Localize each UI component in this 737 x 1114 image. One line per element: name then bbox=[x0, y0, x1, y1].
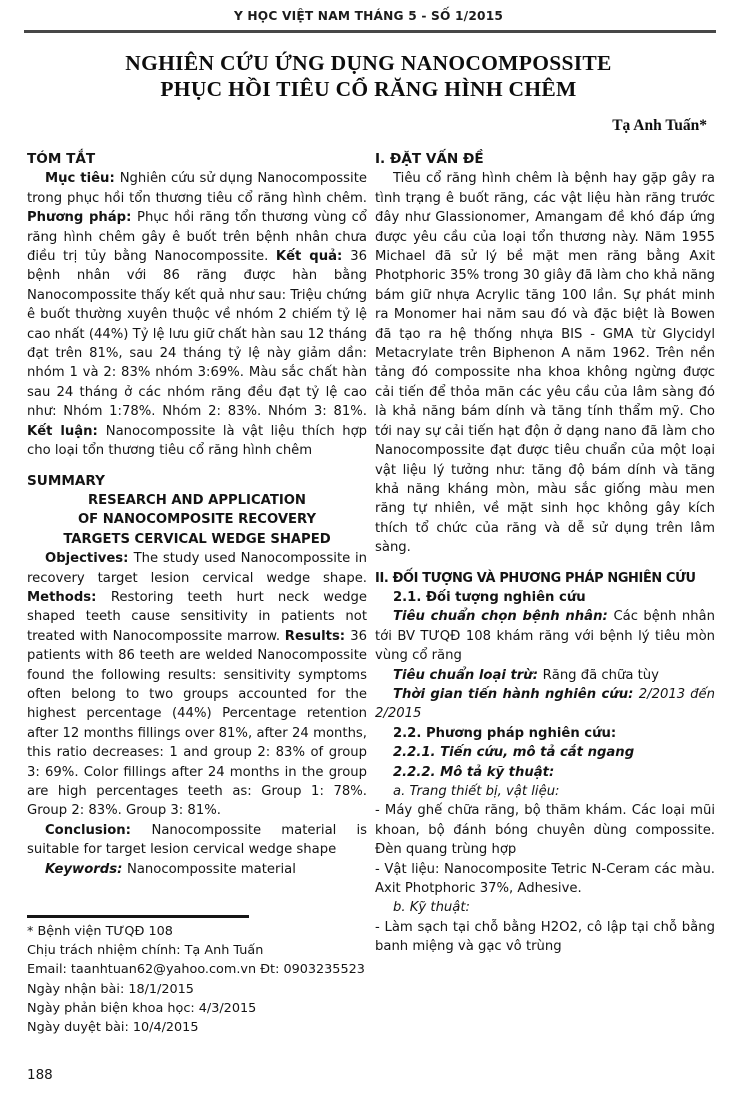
abstract-paragraph: Mục tiêu: Nghiên cứu sử dụng Nanocompossite trong phục hồi tổn thương tiêu cổ răng hình chêm. Phương pháp: Phục hồi răng tổn thương vùng cổ răng hình chêm gây ê buốt trên bệnh nhân chưa điều trị tủy bằng Nanocompossite. Kết quả: 36 bệnh nhân với 86 răng được hàn bằng Nanocompossite thấy kết quả như sau: Triệu chứng ê buốt thường xuyên thuộc về nhóm 2 chiếm tỷ lệ cao nhất (44%) Tỷ lệ lưu giữ chất hàn sau 12 tháng đạt trên 81%, sau 24 tháng tỷ lệ này giảm dần: nhóm 1 và 2: 83% nhóm 3:69%. Màu sắc chất hàn sau 24 tháng ở các nhóm răng đều đạt tỷ lệ cao như: Nhóm 1:78%. Nhóm 2: 83%. Nhóm 3: 81%. Kết luận: Nanocompossite là vật liệu thích hợp cho loại tổn thương tiêu cổ răng hình chêm bbox=[27, 171, 368, 459]
article-title-line2: PHỤC HỒI TIÊU CỔ RĂNG HÌNH CHÊM bbox=[160, 77, 577, 101]
article-title bbox=[0, 50, 737, 102]
equipment-paragraph-1: - Máy ghế chữa răng, bộ thăm khám. Các loại mũi khoan, bộ đánh bóng chuyên dùng compossite. Đèn quang trùng hợp bbox=[375, 803, 715, 858]
section2-heading: II. ĐỐI TƯỢNG VÀ PHƯƠNG PHÁP NGHIÊN CỨU bbox=[375, 570, 696, 586]
footnote-received-date: Ngày nhận bài: 18/1/2015 bbox=[27, 981, 194, 997]
summary-title-line-1: RESEARCH AND APPLICATION bbox=[88, 492, 306, 508]
summary-paragraph: Objectives: The study used Nanocompossite in recovery target lesion cervical wedge shape. Methods: Restoring teeth hurt neck wedge shaped teeth cause sensitivity in patients not treated with Nanocompossite marrow. Results: 36 patients with 86 teeth are welded Nanocompossite found the following results: sensitivity symptoms often belong to two groups accounted for the highest percentage (44%) Percentage retention after 12 months fillings over 81%, after 24 months, this ratio decreases: 1 and group 2: 83% of group 3: 69%. Color fillings after 24 months in the group are high percentages teeth as: Group 1: 78%. Group 2: 83%. Group 3: 81%. bbox=[27, 551, 367, 819]
footnote-responsible: Chịu trách nhiệm chính: Tạ Anh Tuấn bbox=[27, 943, 264, 959]
study-period-paragraph: Thời gian tiến hành nghiên cứu: 2/2013 đến 2/2015 bbox=[375, 686, 716, 722]
two-column-body bbox=[0, 150, 737, 1037]
footnote-block bbox=[27, 922, 367, 1037]
item-a-heading: a. Trang thiết bị, vật liệu: bbox=[393, 784, 560, 799]
summary-heading: SUMMARY bbox=[27, 472, 105, 489]
footnote-email-phone: Email: taanhtuan62@yahoo.com.vn Đt: 0903235523 bbox=[27, 962, 365, 978]
introduction-paragraph: Tiêu cổ răng hình chêm là bệnh hay gặp gây ra tình trạng ê buốt răng, các vật liệu hàn răng trước đây như Glassionomer, Amangam đề khó đáp ứng được yêu cầu của loại tổn thương này. Năm 1955 Michael đã sử lý bề mặt men răng bằng Axit Photphoric 35% trong 30 giây đã làm cho khả năng bám giữ nhựa Acrylic tăng 100 lần. Sự phát minh ra Monomer hai năm sau đó và đặc biệt là Bowen đã tạo ra hệ thống nhựa BIS - GMA từ Glycidyl Metacrylate trên Biphenon A năm 1962. Trên nền tảng đó compossite nha khoa không ngừng được cải tiến để thỏa mãn các yêu cầu của lâm sàng đó là khả năng bám dính và tăng tính thẩm mỹ. Cho tới nay sự cải tiến hạt độn ở dạng nano đã làm cho Nanocompossite đạt được tiêu chuẩn của một loại vật liệu lý tưởng như: tăng độ bám dính và tăng khả năng kháng mòn, màu sắc giống màu men răng tự nhiên, về mặt sinh học không gây kích thích tổ chức của răng và dễ sử dụng trên lâm sàng. bbox=[375, 171, 715, 556]
equipment-paragraph-2: - Vật liệu: Nanocomposite Tetric N-Ceram các màu. Axit Photphoric 37%, Adhesive. bbox=[375, 861, 715, 897]
page-number: 188 bbox=[27, 1067, 53, 1084]
criteria-select-paragraph: Tiêu chuẩn chọn bệnh nhân: Các bệnh nhân tới BV TƯQĐ 108 khám răng với bệnh lý tiêu mòn vùng cổ răng bbox=[375, 609, 715, 664]
summary-title-line-2: OF NANOCOMPOSITE RECOVERY bbox=[77, 512, 317, 528]
keywords-paragraph: Keywords: Nanocompossite material bbox=[45, 861, 296, 877]
abstract-heading: TÓM TẮT bbox=[27, 151, 96, 167]
item-b-heading: b. Kỹ thuật: bbox=[393, 900, 470, 916]
criteria-exclude-paragraph: Tiêu chuẩn loại trừ: Răng đã chữa tùy bbox=[393, 667, 659, 683]
section1-heading: I. ĐẶT VẤN ĐỀ bbox=[375, 151, 484, 167]
article-title-line1: NGHIÊN CỨU ỨNG DỤNG NANOCOMPOSSITE bbox=[125, 51, 612, 75]
subsection-222-heading: 2.2.2. Mô tả kỹ thuật: bbox=[393, 764, 555, 780]
footnote-affiliation: * Bệnh viện TƯQĐ 108 bbox=[27, 924, 173, 940]
technique-paragraph: - Làm sạch tại chỗ bằng H2O2, cô lập tại chỗ bằng banh miệng và gạc vô trùng bbox=[375, 919, 715, 955]
subsection-21-heading: 2.1. Đối tượng nghiên cứu bbox=[393, 589, 586, 605]
footnote-separator bbox=[27, 915, 249, 918]
subsection-221-heading: 2.2.1. Tiến cứu, mô tả cắt ngang bbox=[393, 745, 635, 761]
author-name: Tạ Anh Tuấn* bbox=[612, 117, 707, 134]
left-column bbox=[27, 150, 367, 1037]
header-rule bbox=[24, 30, 716, 33]
journal-header: Y HỌC VIỆT NAM THÁNG 5 - SỐ 1/2015 bbox=[233, 9, 504, 23]
footnote-accepted-date: Ngày duyệt bài: 10/4/2015 bbox=[27, 1020, 199, 1036]
summary-title-line-3: TARGETS CERVICAL WEDGE SHAPED bbox=[63, 531, 331, 547]
footnote-review-date: Ngày phản biện khoa học: 4/3/2015 bbox=[27, 1000, 257, 1016]
right-column bbox=[375, 150, 715, 1037]
conclusion-paragraph: Conclusion: Nanocompossite material is suitable for target lesion cervical wedge shape bbox=[27, 822, 367, 858]
subsection-22-heading: 2.2. Phương pháp nghiên cứu: bbox=[393, 725, 617, 741]
